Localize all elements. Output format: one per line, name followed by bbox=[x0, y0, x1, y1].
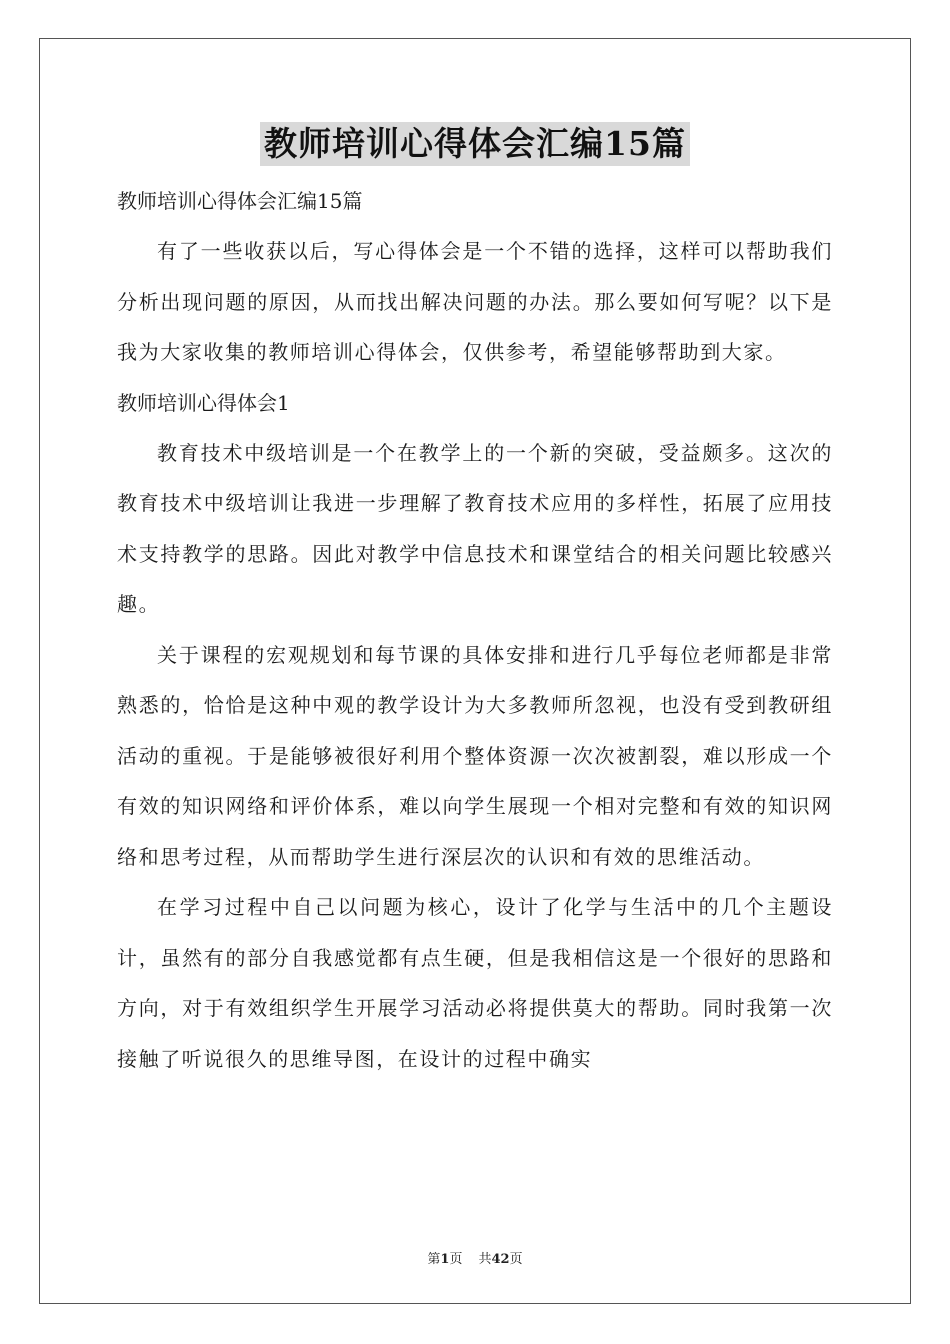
body-paragraph: 在学习过程中自己以问题为核心，设计了化学与生活中的几个主题设计，虽然有的部分自我感觉都有点生硬，但是我相信这是一个很好的思路和方向，对于有效组织学生开展学习活动必将提供莫大的帮助。同时我第一次接触了听说很久的思维导图，在设计的过程中确实 bbox=[117, 895, 833, 1071]
body-paragraph: 教育技术中级培训是一个在教学上的一个新的突破，受益颇多。这次的教育技术中级培训让我进一步理解了教育技术应用的多样性，拓展了应用技术支持教学的思路。因此对教学中信息技术和课堂结合的相关问题比较感兴趣。 bbox=[117, 440, 833, 616]
footer-page-prefix: 第 bbox=[427, 1252, 441, 1267]
document-subtitle: 教师培训心得体会汇编15篇 bbox=[117, 189, 363, 213]
title-container bbox=[0, 122, 950, 166]
footer-total-prefix: 共 bbox=[478, 1252, 492, 1267]
section-heading: 教师培训心得体会1 bbox=[117, 390, 290, 415]
document-title: 教师培训心得体会汇编15篇 bbox=[260, 122, 690, 166]
footer-page-number: 1 bbox=[440, 1252, 450, 1267]
document-body bbox=[117, 176, 833, 1084]
footer-total-pages: 42 bbox=[491, 1252, 510, 1267]
footer-total-suffix: 页 bbox=[509, 1252, 523, 1267]
intro-paragraph: 有了一些收获以后，写心得体会是一个不错的选择，这样可以帮助我们分析出现问题的原因，从而找出解决问题的办法。那么要如何写呢？以下是我为大家收集的教师培训心得体会，仅供参考，希望能够帮助到大家。 bbox=[117, 239, 833, 364]
page-footer bbox=[0, 1248, 950, 1267]
footer-page-suffix: 页 bbox=[449, 1252, 463, 1267]
body-paragraph: 关于课程的宏观规划和每节课的具体安排和进行几乎每位老师都是非常熟悉的，恰恰是这种中观的教学设计为大多教师所忽视，也没有受到教研组活动的重视。于是能够被很好利用个整体资源一次次被割裂，难以形成一个有效的知识网络和评价体系，难以向学生展现一个相对完整和有效的知识网络和思考过程，从而帮助学生进行深层次的认识和有效的思维活动。 bbox=[117, 642, 833, 869]
